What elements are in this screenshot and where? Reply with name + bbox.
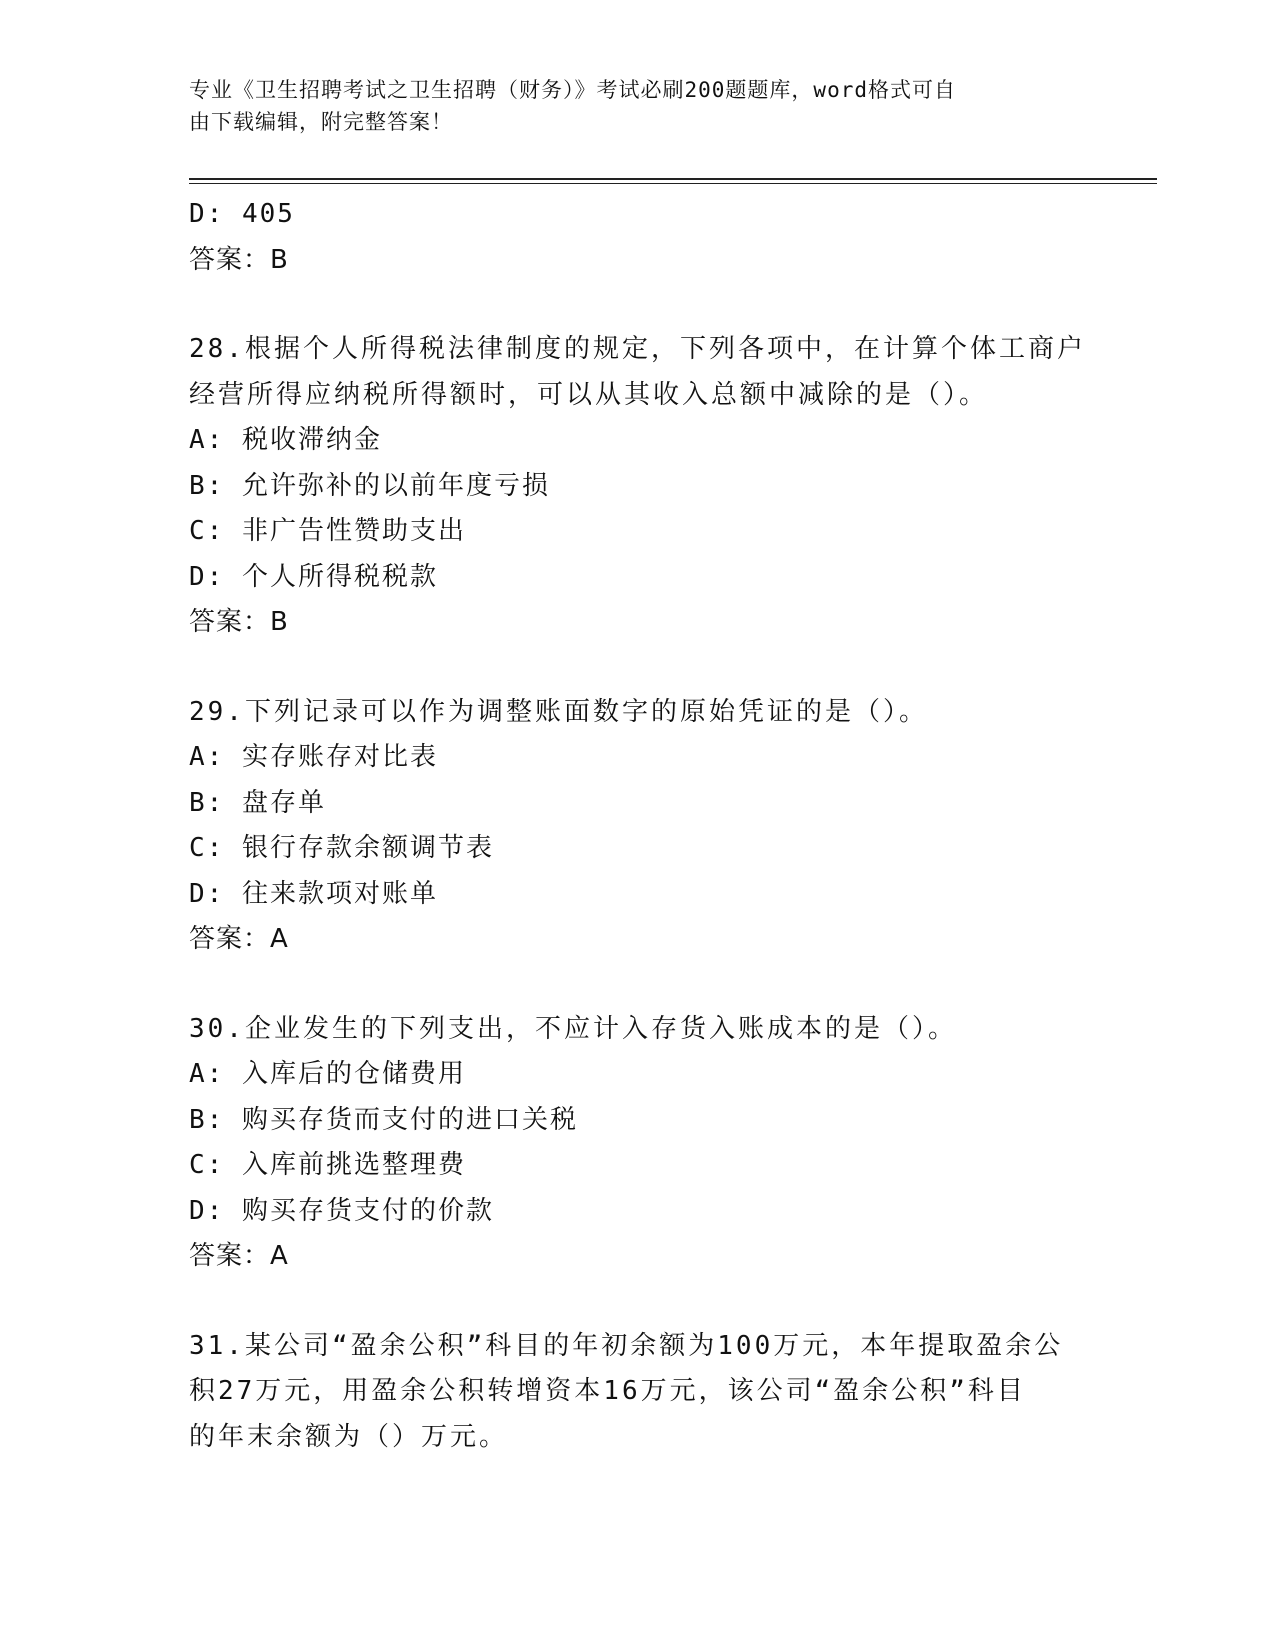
answer-line: 答案：A	[189, 924, 289, 954]
header-divider-thick	[189, 178, 1157, 180]
answer-line: 答案：B	[189, 607, 289, 637]
question-stem: 28.根据个人所得税法律制度的规定，下列各项中，在计算个体工商户	[189, 334, 1086, 364]
question-29	[189, 690, 1089, 963]
option-c: C: 入库前挑选整理费	[189, 1150, 466, 1180]
option-b: B: 购买存货而支付的进口关税	[189, 1104, 578, 1135]
option-d: D: 个人所得税税款	[189, 561, 438, 592]
question-stem: 积27万元，用盈余公积转增资本16万元，该公司“盈余公积”科目	[189, 1376, 1026, 1406]
option-a: A: 税收滞纳金	[189, 425, 382, 455]
option-c: C: 银行存款余额调节表	[189, 833, 494, 863]
document-header	[189, 74, 1069, 138]
question-stem: 经营所得应纳税所得额时，可以从其收入总额中减除的是（）。	[189, 379, 989, 410]
option-a: A: 实存账存对比表	[189, 742, 438, 772]
answer-line: 答案：B	[189, 244, 289, 275]
option-d: D: 购买存货支付的价款	[189, 1195, 494, 1226]
option-b: B: 盘存单	[189, 787, 326, 818]
question-28	[189, 327, 1089, 646]
question-list	[189, 192, 1089, 1460]
question-stem: 的年末余额为（）万元。	[189, 1421, 509, 1452]
question-stem: 30.企业发生的下列支出，不应计入存货入账成本的是（）。	[189, 1013, 957, 1044]
option-c: C: 非广告性赞助支出	[189, 516, 466, 546]
header-title-line-1: 专业《卫生招聘考试之卫生招聘（财务）》考试必刷200题题库，word格式可自	[189, 78, 956, 102]
question-stem: 29.下列记录可以作为调整账面数字的原始凭证的是（）。	[189, 696, 928, 727]
option-b: B: 允许弥补的以前年度亏损	[189, 470, 550, 501]
question-31	[189, 1324, 1089, 1461]
question-stem: 31.某公司“盈余公积”科目的年初余额为100万元，本年提取盈余公	[189, 1330, 1064, 1361]
previous-question-tail	[189, 192, 1089, 283]
header-divider-thin	[189, 183, 1157, 184]
header-title-line-2: 由下载编辑，附完整答案！	[189, 110, 453, 134]
option-d: D: 405	[189, 199, 295, 229]
option-a: A: 入库后的仓储费用	[189, 1059, 466, 1089]
option-d: D: 往来款项对账单	[189, 878, 438, 909]
question-30	[189, 1007, 1089, 1280]
answer-line: 答案：A	[189, 1241, 289, 1271]
